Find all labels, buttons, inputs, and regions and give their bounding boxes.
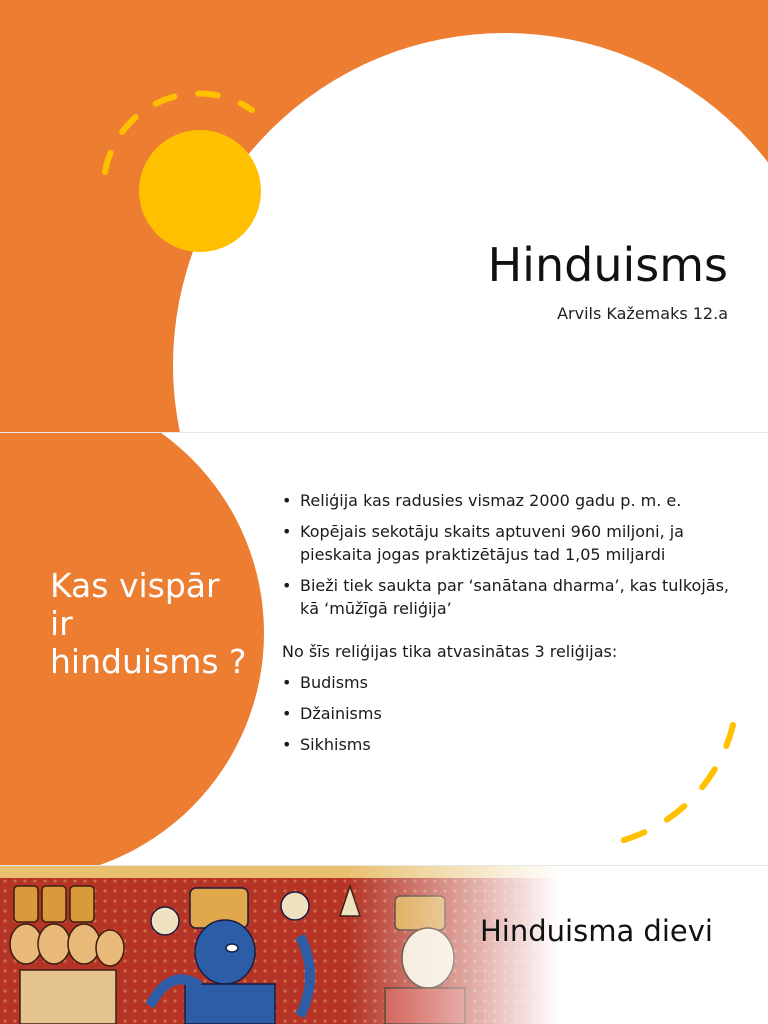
intro-slide	[0, 433, 768, 865]
derived-religion-item: • Džainisms	[282, 702, 742, 725]
title-slide-background	[0, 0, 768, 432]
bullet-item: • Kopējais sekotāju skaits aptuveni 960 miljoni, ja pieskaita jogas praktizētājus tad 1,05 miljardi	[282, 520, 742, 566]
gods-slide	[0, 866, 768, 1024]
slide-title: Kas vispār ir hinduisms ?	[50, 566, 247, 681]
intro-paragraph: No šīs reliģijas tika atvasinātas 3 reliģijas:	[282, 642, 618, 661]
derived-religion-item: • Budisms	[282, 671, 742, 694]
hindu-gods-mural-image	[0, 866, 560, 1024]
slide-subtitle: Arvils Kažemaks 12.a	[557, 304, 728, 323]
sun-icon	[139, 130, 261, 252]
slide-title: Hinduisma dievi	[480, 914, 713, 948]
title-slide	[0, 0, 768, 432]
bullet-item: • Reliģija kas radusies vismaz 2000 gadu p. m. e.	[282, 489, 742, 512]
white-circle-shape	[173, 33, 768, 432]
bullet-item: • Bieži tiek saukta par ‘sanātana dharma’, kas tulkojās, kā ‘mūžīgā reliģija’	[282, 574, 742, 620]
derived-religion-item: • Sikhisms	[282, 733, 742, 756]
slide-title: Hinduisms	[487, 238, 728, 292]
bullet-list	[282, 489, 742, 764]
